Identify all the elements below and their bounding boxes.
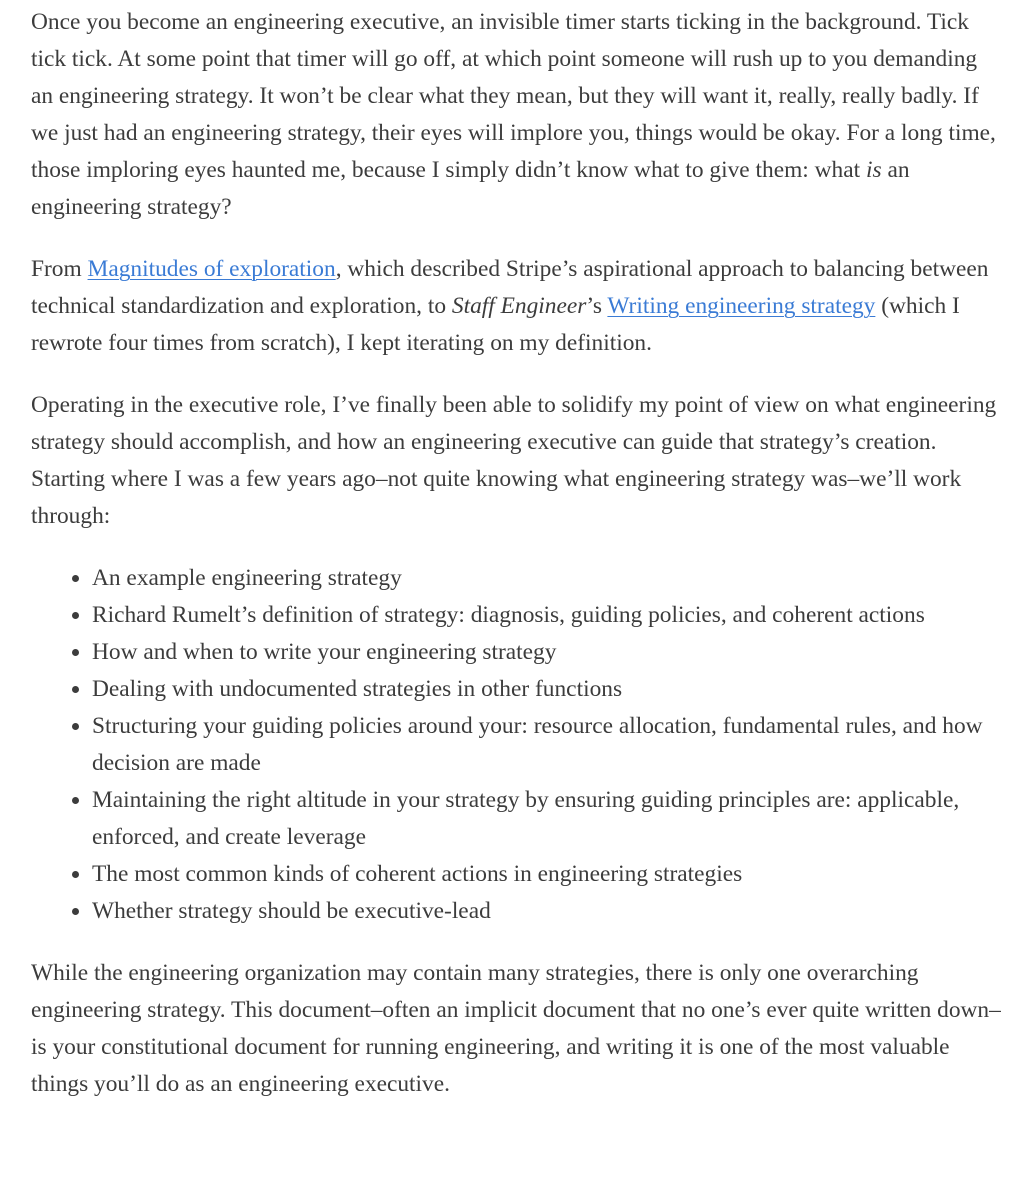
topics-list [31, 560, 1002, 930]
history-text-middle: , which described Stripe’s aspirational approach to balancing between technical standardization and exploration, to [31, 256, 989, 319]
history-text-start: From [31, 256, 88, 282]
overview-paragraph: Operating in the executive role, I’ve finally been able to solidify my point of view on what engineering strategy should accomplish, and how an engineering executive can guide that strategy’s creation. Starting where I was a few years ago–not quite knowing what engineering strategy was–we’ll work through: [31, 392, 997, 529]
closing-paragraph: While the engineering organization may contain many strategies, there is only one overarching engineering strategy. This document–often an implicit document that no one’s ever quite written down–is your constitutional document for running engineering, and writing it is one of the most valuable things you’ll do as an engineering executive. [31, 960, 1001, 1097]
writing-engineering-strategy-link[interactable]: Writing engineering strategy [607, 293, 876, 319]
list-item: • How and when to write your engineering strategy [92, 634, 1002, 671]
list-item: • Structuring your guiding policies around your: resource allocation, fundamental rules, and how decision are made [92, 708, 1002, 782]
list-item: • Dealing with undocumented strategies in other functions [92, 671, 1002, 708]
list-item: • The most common kinds of coherent actions in engineering strategies [92, 856, 1002, 893]
list-item: • Richard Rumelt’s definition of strategy: diagnosis, guiding policies, and coherent actions [92, 597, 1002, 634]
list-item: • An example engineering strategy [92, 560, 1002, 597]
history-text-end: (which I rewrote four times from scratch), I kept iterating on my definition. [31, 293, 960, 356]
list-item: • Maintaining the right altitude in your strategy by ensuring guiding principles are: applicable, enforced, and create leverage [92, 782, 1002, 856]
history-paragraph [31, 251, 1002, 362]
list-item: • Whether strategy should be executive-lead [92, 893, 1002, 930]
intro-emphasis: is [865, 157, 882, 183]
book-possessive: ’s [586, 293, 608, 319]
book-title: Staff Engineer [451, 293, 587, 319]
magnitudes-of-exploration-link[interactable]: Magnitudes of exploration [87, 256, 336, 282]
intro-text: Once you become an engineering executive, an invisible timer starts ticking in the background. Tick tick tick. At some point that timer will go off, at which point someone will rush up to you demanding an engineering strategy. It won’t be clear what they mean, but they will want it, really, really badly. If we just had an engineering strategy, their eyes will implore you, things would be okay. For a long time, those imploring eyes haunted me, because I simply didn’t know what to give them: what [31, 9, 996, 183]
intro-text-end: an engineering strategy? [31, 157, 910, 220]
intro-paragraph [31, 4, 1002, 226]
